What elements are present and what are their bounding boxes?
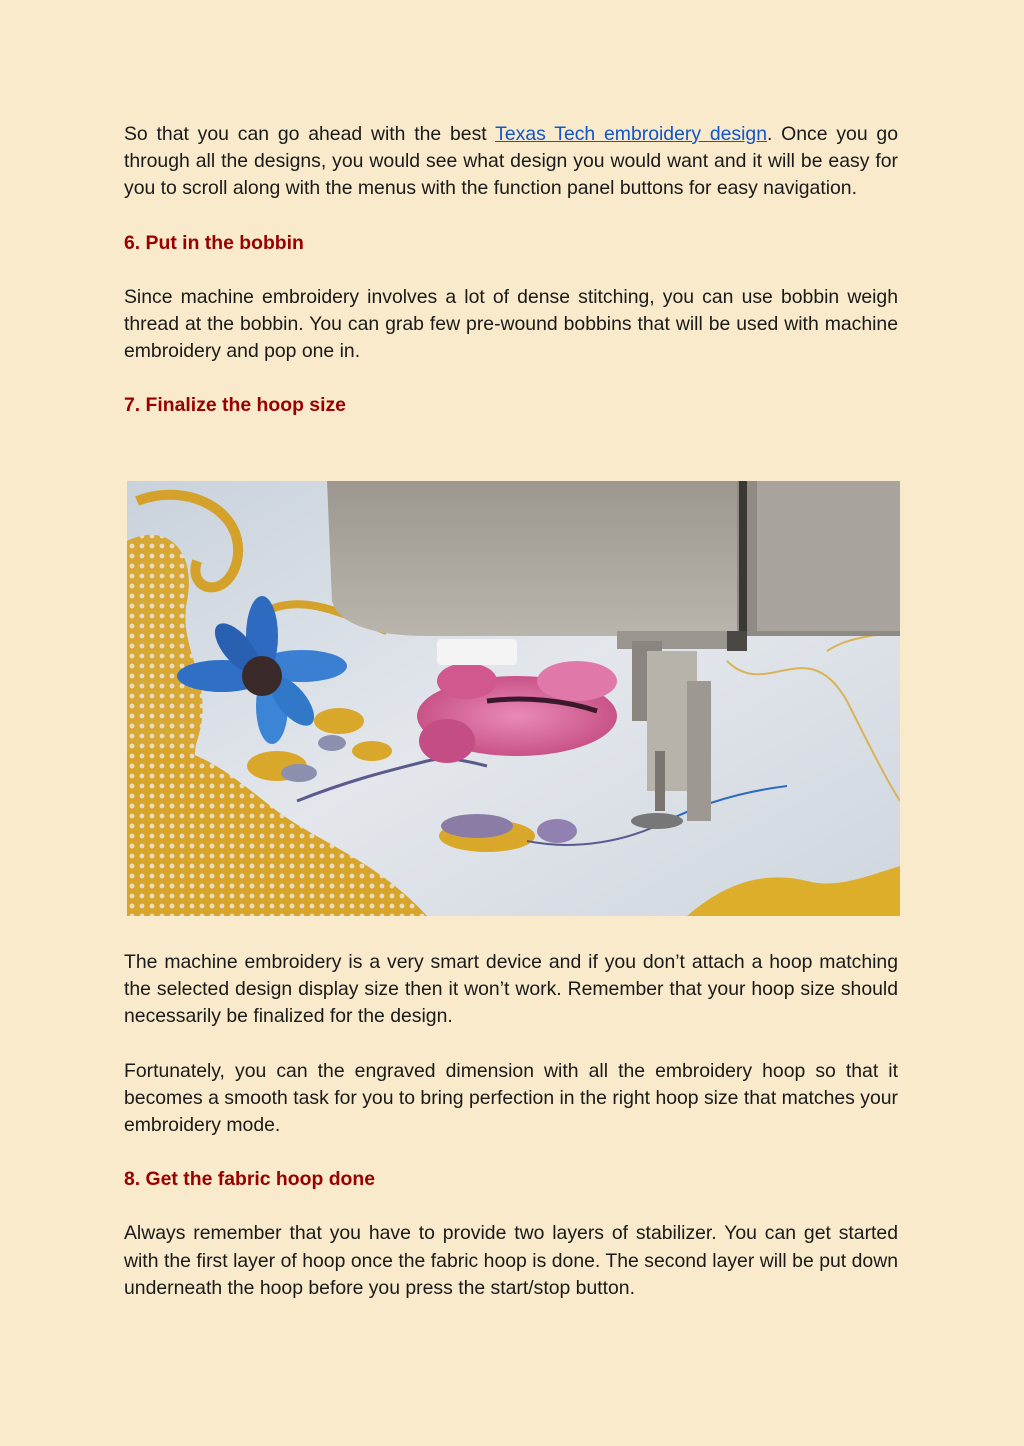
embroidery-machine-photo xyxy=(127,481,900,916)
content-column-lower xyxy=(124,949,898,1302)
paragraph-intro xyxy=(124,121,898,203)
paragraph-intro-start: So that you can go ahead with the best xyxy=(124,123,496,145)
heading-put-in-bobbin: 6. Put in the bobbin xyxy=(124,231,304,254)
paragraph-bobbin: Since machine embroidery involves a lot of dense stitching, you can use bobbin weigh thread at the bobbin. You can grab few pre-wound bobbins that will be used with machine embroidery and pop one in. xyxy=(124,285,898,363)
heading-finalize-hoop-size: 7. Finalize the hoop size xyxy=(124,394,346,417)
heading-fabric-hoop: 8. Get the fabric hoop done xyxy=(124,1168,376,1191)
paragraph-intro-end: . Once you go through all the designs, you would see what design you would want and it will be easy for you to scroll along with the menus with the function panel buttons for easy navigation. xyxy=(124,123,898,200)
paragraph-engraved-dimension: Fortunately, you can the engraved dimension with all the embroidery hoop so that it becomes a smooth task for you to bring perfection in the right hoop size that matches your embroidery mode. xyxy=(124,1059,898,1137)
paragraph-hoop-size: The machine embroidery is a very smart device and if you don’t attach a hoop matching the selected design display size then it won’t work. Remember that your hoop size should necessarily be finalized for the design. xyxy=(124,951,898,1028)
content-column xyxy=(124,121,898,420)
texas-tech-embroidery-link[interactable]: Texas Tech embroidery design xyxy=(495,123,767,145)
paragraph-stabilizer: Always remember that you have to provide two layers of stabilizer. You can get started with the first layer of hoop once the fabric hoop is done. The second layer will be put down underneath the hoop before you press the start/stop button. xyxy=(124,1222,898,1299)
